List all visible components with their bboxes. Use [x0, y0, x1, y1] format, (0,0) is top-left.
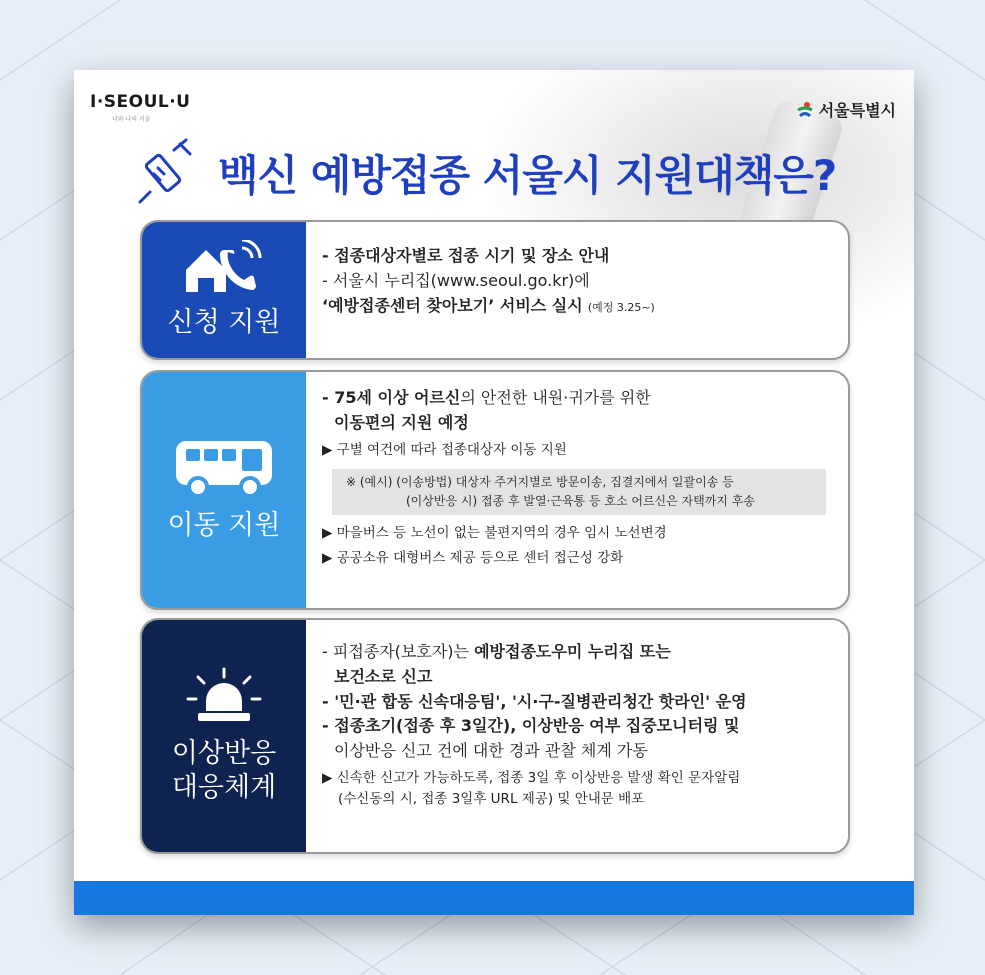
- section-adverse-reaction: [140, 618, 850, 854]
- content-line: 이동편의 지원 예정: [334, 412, 469, 432]
- content-line: ▶ 공공소유 대형버스 제공 등으로 센터 접근성 강화: [322, 549, 624, 566]
- seoul-city-logo: [795, 98, 896, 121]
- syringe-icon: [134, 138, 204, 208]
- infographic-card: [74, 70, 914, 915]
- siren-icon: [184, 667, 264, 727]
- content-line: 이상반응 신고 건에 대한 경과 관찰 체계 가동: [334, 741, 648, 761]
- section-sidebar: [142, 372, 306, 608]
- seoul-symbol-icon: [795, 100, 815, 120]
- content-line: - 서울시 누리집(www.seoul.go.kr)에: [322, 270, 590, 290]
- example-note-box: [332, 469, 826, 515]
- content-line: - 75세 이상 어르신의 안전한 내원·귀가를 위한: [322, 388, 651, 407]
- section-label: 이동 지원: [167, 510, 281, 542]
- content-line: - '민·관 합동 신속대응팀', '시·구-질병관리청간 핫라인' 운영: [322, 691, 747, 711]
- section-label: 신청 지원: [167, 307, 281, 339]
- note-line: (이상반응 시) 접종 후 발열·근육통 등 호소 어르신은 자택까지 후송: [406, 493, 755, 508]
- content-line: - 피접종자(보호자)는 예방접종도우미 누리집 또는: [322, 642, 671, 661]
- section-application-support: [140, 220, 850, 360]
- content-line: 보건소로 신고: [334, 666, 433, 686]
- seoul-city-text: 서울특별시: [818, 101, 896, 120]
- section-sidebar: [142, 620, 306, 852]
- page-title: 백신 예방접종 서울시 지원대책은?: [218, 151, 837, 200]
- content-line: (수신동의 시, 접종 3일후 URL 제공) 및 안내문 배포: [338, 790, 645, 807]
- bottom-bar: [74, 881, 914, 915]
- section-label: 이상반응 대응체계: [171, 738, 277, 803]
- content-line: ▶ 신속한 신고가 가능하도록, 접종 3일 후 이상반응 발생 확인 문자알림: [322, 769, 741, 786]
- note-line: ※ (예시) (이송방법) 대상자 주거지별로 방문이송, 집결지에서 일괄이송 등: [346, 474, 734, 489]
- content-line: - 접종대상자별로 접종 시기 및 장소 안내: [322, 246, 610, 265]
- section-transport-support: [140, 370, 850, 610]
- content-line: - 접종초기(접종 후 3일간), 이상반응 여부 집중모니터링 및: [322, 716, 740, 736]
- logo-subtext: 너와 나의 서울: [112, 116, 151, 123]
- bus-icon: [172, 437, 276, 499]
- iseoulu-logo: I·SEOUL·U: [90, 92, 191, 112]
- title-row: [134, 138, 836, 208]
- content-line: ▶ 구별 여건에 따라 접종대상자 이동 지원: [322, 441, 567, 458]
- section-sidebar: [142, 222, 306, 358]
- phone-house-icon: [182, 240, 266, 296]
- content-line: ‘예방접종센터 찾아보기’ 서비스 실시 (예정 3.25~): [322, 295, 655, 315]
- section-content: [322, 244, 838, 318]
- section-content: [322, 640, 838, 810]
- content-line: ▶ 마을버스 등 노선이 없는 불편지역의 경우 임시 노선변경: [322, 524, 667, 541]
- section-content: [322, 386, 838, 569]
